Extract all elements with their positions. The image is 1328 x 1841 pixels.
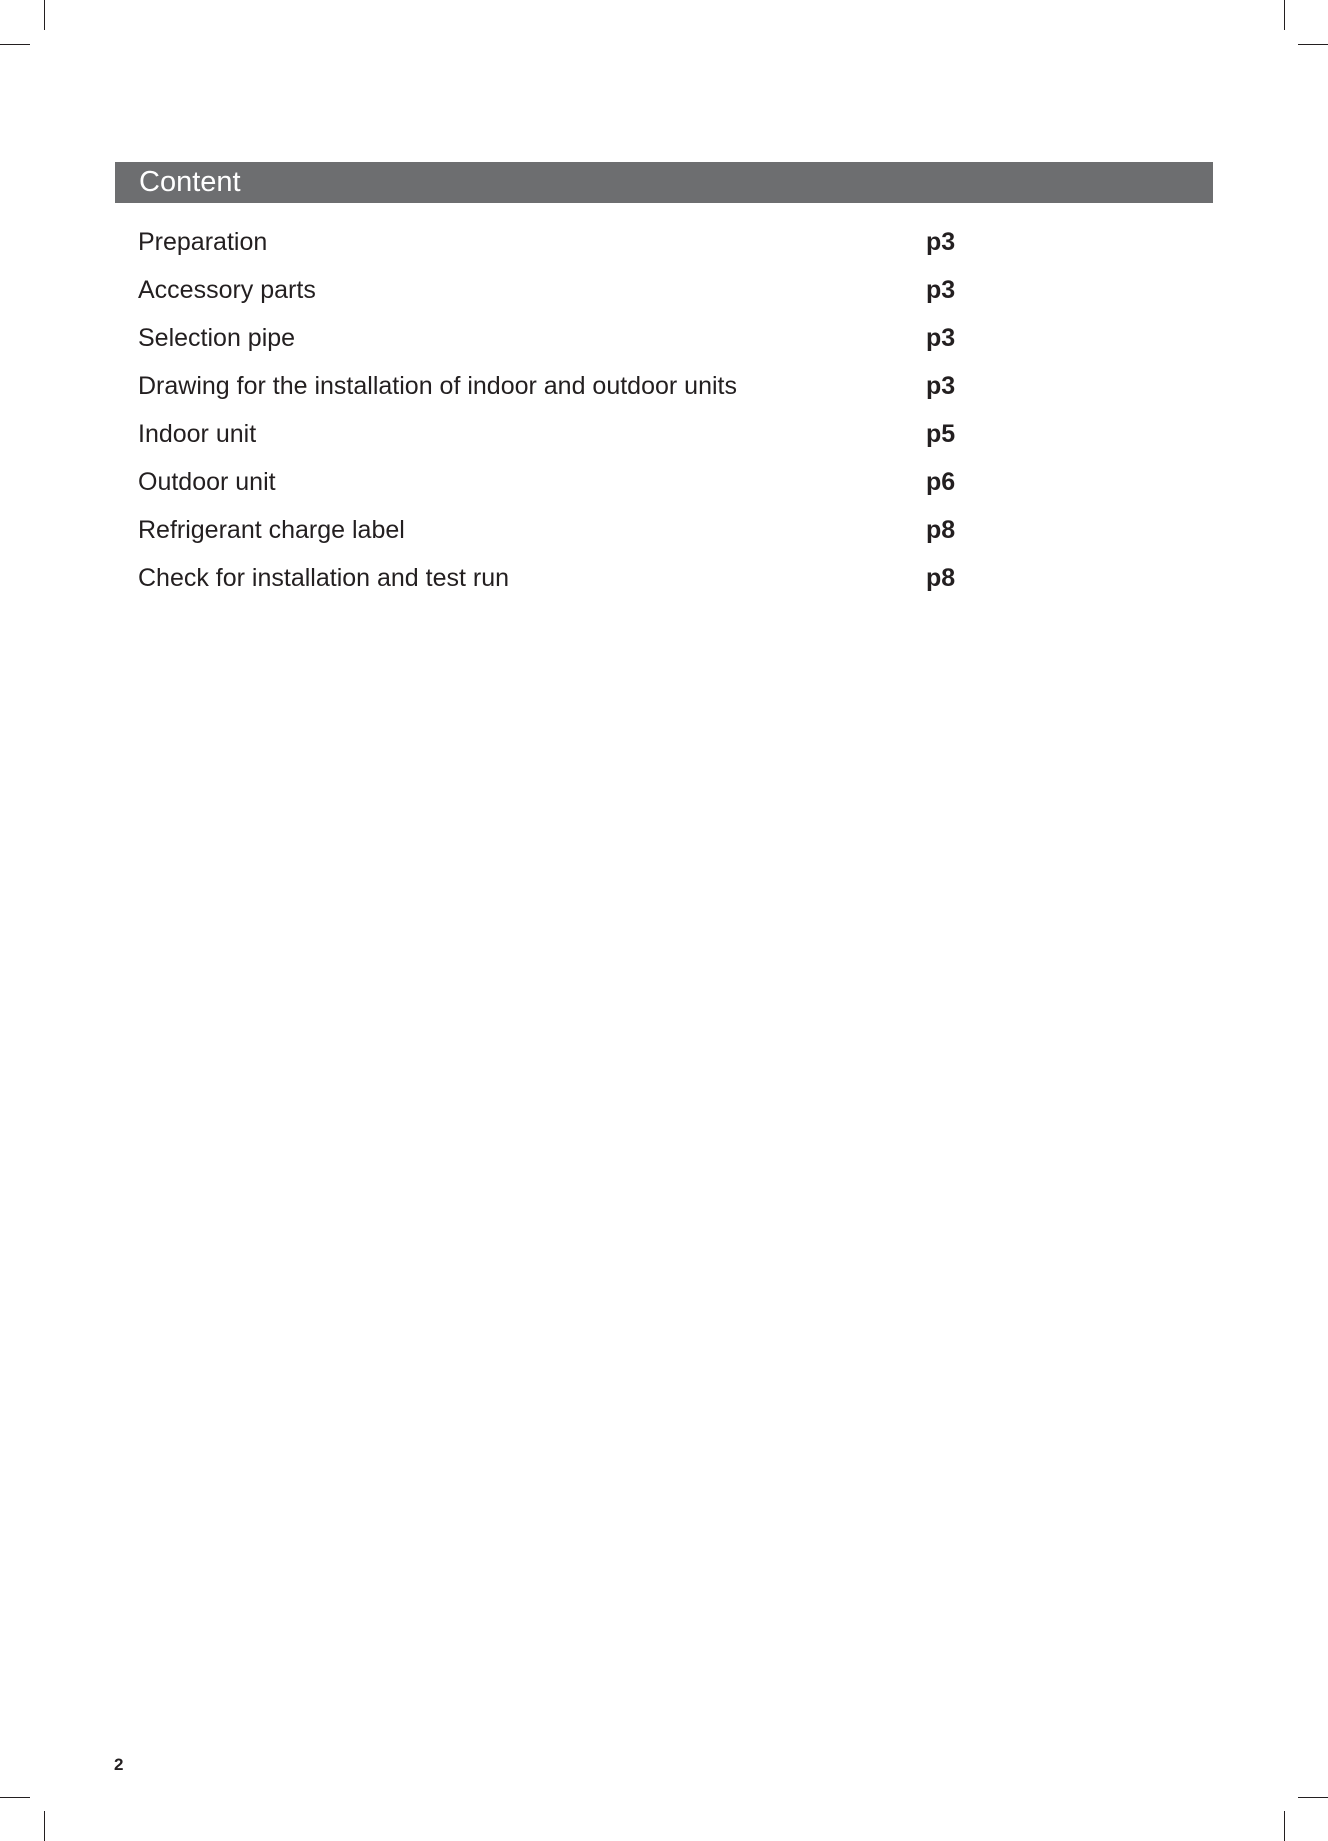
- crop-mark-bottom-left-vertical: [44, 1811, 45, 1841]
- toc-entry-label: Drawing for the installation of indoor and outdoor units: [138, 372, 737, 400]
- toc-entry-installation-drawing[interactable]: [138, 364, 1038, 412]
- toc-entry-label: Preparation: [138, 228, 268, 256]
- crop-mark-top-right-vertical: [1284, 0, 1285, 30]
- content-header-bar: [115, 162, 1213, 203]
- table-of-contents: [138, 220, 1038, 604]
- toc-entry-page: p3: [926, 372, 956, 400]
- toc-entry-page: p3: [926, 228, 956, 256]
- toc-entry-accessory-parts[interactable]: [138, 268, 1038, 316]
- crop-mark-bottom-left-horizontal: [0, 1797, 30, 1798]
- toc-entry-preparation[interactable]: [138, 220, 1038, 268]
- toc-entry-page: p3: [926, 324, 956, 352]
- toc-entry-label: Indoor unit: [138, 420, 257, 448]
- toc-entry-page: p8: [926, 516, 956, 544]
- crop-mark-top-left-vertical: [44, 0, 45, 30]
- toc-entry-page: p6: [926, 468, 956, 496]
- page-title: Content: [139, 166, 241, 198]
- toc-entry-refrigerant-charge-label[interactable]: [138, 508, 1038, 556]
- toc-entry-page: p8: [926, 564, 956, 592]
- toc-entry-page: p3: [926, 276, 956, 304]
- page-number: 2: [114, 1755, 124, 1774]
- toc-entry-label: Outdoor unit: [138, 468, 276, 496]
- toc-entry-indoor-unit[interactable]: [138, 412, 1038, 460]
- toc-entry-label: Accessory parts: [138, 276, 316, 304]
- toc-entry-check-installation-test-run[interactable]: [138, 556, 1038, 604]
- toc-entry-selection-pipe[interactable]: [138, 316, 1038, 364]
- toc-entry-label: Check for installation and test run: [138, 564, 510, 592]
- crop-mark-top-left-horizontal: [0, 44, 30, 45]
- toc-entry-label: Selection pipe: [138, 324, 296, 352]
- toc-entry-page: p5: [926, 420, 956, 448]
- crop-mark-bottom-right-horizontal: [1298, 1797, 1328, 1798]
- crop-mark-bottom-right-vertical: [1284, 1811, 1285, 1841]
- crop-mark-top-right-horizontal: [1298, 44, 1328, 45]
- toc-entry-outdoor-unit[interactable]: [138, 460, 1038, 508]
- toc-entry-label: Refrigerant charge label: [138, 516, 405, 544]
